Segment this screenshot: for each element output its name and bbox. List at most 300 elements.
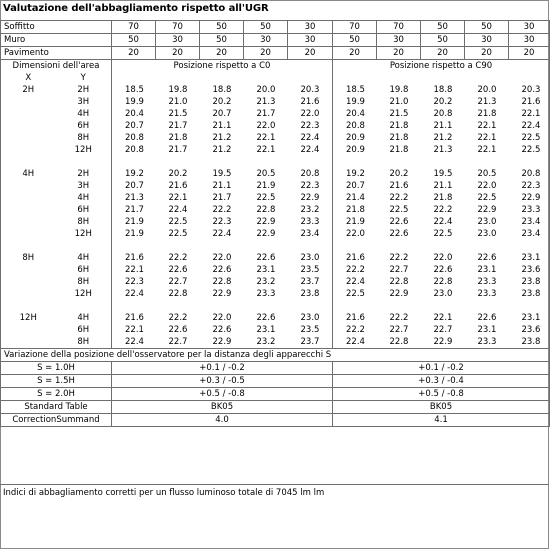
reflectance-value: 30 <box>288 34 333 47</box>
variation-c90: +0.5 / -0.8 <box>333 388 550 401</box>
ugr-value-c90: 22.7 <box>389 324 409 335</box>
ugr-value-c0: 22.6 <box>212 264 232 275</box>
ugr-value-c0: 21.2 <box>212 132 232 143</box>
ugr-value-c0: 21.6 <box>300 96 320 107</box>
ugr-value-c0: 22.5 <box>168 228 188 239</box>
ugr-value-c90: 21.3 <box>477 96 497 107</box>
room-x: 8H <box>1 252 56 264</box>
reflectance-row <box>1 34 550 47</box>
ugr-value-c0: 23.3 <box>256 288 276 299</box>
ugr-value-c90: 22.2 <box>333 264 377 276</box>
reflectance-value: 20 <box>509 47 550 60</box>
ugr-value-c0: 21.9 <box>112 228 156 240</box>
table-row <box>1 168 550 180</box>
ugr-value-c0: 22.3 <box>300 120 320 131</box>
ugr-value-c0: 22.0 <box>300 108 320 119</box>
ugr-value-c0: 22.1 <box>112 264 156 276</box>
reflectance-value: 20 <box>200 47 244 60</box>
ugr-value-c0: 21.7 <box>168 144 188 155</box>
table-row <box>1 96 550 108</box>
ugr-value-c0: 19.2 <box>112 168 156 180</box>
ugr-value-c0: 22.2 <box>168 312 188 323</box>
ugr-value-c90: 22.1 <box>477 144 497 155</box>
variation-c90: +0.3 / -0.4 <box>333 375 550 388</box>
ugr-value-c0: 20.8 <box>300 168 320 179</box>
ugr-value-c0: 22.0 <box>212 252 232 263</box>
table-row <box>1 180 550 192</box>
ugr-value-c0: 22.3 <box>112 276 156 288</box>
ugr-value-c0: 22.4 <box>212 228 232 239</box>
ugr-value-c0: 21.6 <box>168 180 188 191</box>
ugr-value-c90: 21.1 <box>433 120 453 131</box>
ugr-value-c90: 20.8 <box>509 168 550 180</box>
room-y: 3H <box>77 180 90 191</box>
ugr-value-c90: 22.2 <box>433 204 453 215</box>
ugr-value-c90: 21.6 <box>333 252 377 264</box>
ugr-value-c0: 20.7 <box>112 180 156 192</box>
spacing-label: S = 2.0H <box>1 388 112 401</box>
ugr-value-c90: 21.6 <box>509 96 550 108</box>
ugr-value-c90: 23.1 <box>509 312 550 324</box>
ugr-value-c90: 22.2 <box>389 312 409 323</box>
ugr-value-c0: 22.5 <box>168 216 188 227</box>
y-header: Y <box>80 72 86 83</box>
ugr-value-c90: 23.8 <box>509 276 550 288</box>
ugr-value-c90: 20.3 <box>509 84 550 96</box>
ugr-value-c90: 22.5 <box>333 288 377 300</box>
ugr-value-c0: 18.5 <box>112 84 156 96</box>
ugr-value-c0: 22.2 <box>212 204 232 215</box>
room-y: 12H <box>74 288 92 299</box>
ugr-value-c0: 22.9 <box>256 228 276 239</box>
reflectance-value: 50 <box>421 21 465 34</box>
ugr-value-c0: 21.8 <box>168 132 188 143</box>
ugr-value-c0: 21.6 <box>112 312 156 324</box>
ugr-value-c90: 21.4 <box>333 192 377 204</box>
ugr-value-c90: 22.6 <box>477 312 497 323</box>
ugr-value-c0: 22.6 <box>212 324 232 335</box>
room-dimensions-header: Dimensioni dell'area <box>1 60 112 73</box>
variation-title: Variazione della posizione dell'osservatore per la distanza degli apparecchi S <box>1 349 550 362</box>
ugr-value-c0: 23.3 <box>300 216 320 227</box>
ugr-value-c0: 22.8 <box>256 204 276 215</box>
reflectance-value: 30 <box>509 21 550 34</box>
ugr-value-c90: 22.6 <box>389 216 409 227</box>
ugr-value-c90: 20.2 <box>389 168 409 179</box>
variation-title-row <box>1 349 550 362</box>
ugr-value-c90: 22.6 <box>389 228 409 239</box>
reflectance-value: 20 <box>333 47 377 60</box>
ugr-value-c0: 23.2 <box>256 336 276 347</box>
ugr-value-c0: 22.9 <box>212 336 232 347</box>
c90-header: Posizione rispetto a C90 <box>333 60 550 73</box>
ugr-value-c0: 19.5 <box>212 168 232 179</box>
ugr-value-c90: 19.5 <box>433 168 453 179</box>
page-title: Valutazione dell'abbagliamento rispetto all'UGR <box>3 3 269 14</box>
ugr-value-c90: 20.2 <box>433 96 453 107</box>
footer-area <box>0 484 549 550</box>
ugr-value-c0: 20.0 <box>256 84 276 95</box>
c0-header: Posizione rispetto a C0 <box>112 60 333 73</box>
correction-row <box>1 414 550 427</box>
ugr-value-c90: 22.0 <box>433 252 453 263</box>
reflectance-value: 20 <box>288 47 333 60</box>
ugr-value-c90: 21.8 <box>477 108 497 119</box>
ugr-value-c90: 23.0 <box>477 228 497 239</box>
ugr-value-c0: 20.8 <box>112 132 156 144</box>
ugr-value-c90: 22.6 <box>433 264 453 275</box>
reflectance-value: 30 <box>288 21 333 34</box>
ugr-value-c0: 21.0 <box>168 96 188 107</box>
ugr-value-c0: 23.5 <box>300 264 320 275</box>
ugr-value-c90: 19.8 <box>389 84 409 95</box>
ugr-value-c90: 22.1 <box>477 132 497 143</box>
room-y: 6H <box>77 264 90 275</box>
ugr-value-c0: 22.4 <box>300 144 320 155</box>
room-y: 4H <box>77 192 90 203</box>
ugr-value-c90: 21.8 <box>389 120 409 131</box>
ugr-value-c90: 22.3 <box>509 180 550 192</box>
ugr-value-c0: 21.1 <box>212 180 232 191</box>
room-x: 2H <box>1 84 56 96</box>
room-y: 2H <box>77 168 90 179</box>
ugr-value-c90: 21.2 <box>433 132 453 143</box>
ugr-value-c0: 22.3 <box>212 216 232 227</box>
spacer-row <box>1 156 550 168</box>
reflectance-value: 30 <box>156 34 200 47</box>
reflectance-value: 20 <box>377 47 421 60</box>
room-x <box>1 276 56 288</box>
ugr-value-c90: 22.8 <box>389 336 409 347</box>
ugr-value-c90: 20.8 <box>433 108 453 119</box>
ugr-value-c90: 22.5 <box>509 144 550 156</box>
reflectance-value: 50 <box>112 34 156 47</box>
ugr-value-c90: 23.3 <box>477 276 497 287</box>
ugr-value-c0: 23.7 <box>300 276 320 287</box>
room-x <box>1 144 56 156</box>
room-x <box>1 120 56 132</box>
ugr-value-c90: 23.1 <box>477 324 497 335</box>
ugr-value-c90: 22.1 <box>509 108 550 120</box>
ugr-value-c90: 21.9 <box>333 216 377 228</box>
ugr-value-c0: 21.7 <box>112 204 156 216</box>
ugr-value-c90: 21.8 <box>433 192 453 203</box>
ugr-value-c0: 23.5 <box>300 324 320 335</box>
ugr-value-c90: 23.1 <box>477 264 497 275</box>
ugr-value-c90: 23.0 <box>433 288 453 299</box>
ugr-value-c0: 20.5 <box>256 168 276 179</box>
ugr-value-c0: 21.2 <box>212 144 232 155</box>
ugr-value-c90: 23.4 <box>509 216 550 228</box>
ugr-value-c90: 20.9 <box>333 144 377 156</box>
variation-c0: +0.3 / -0.5 <box>112 375 333 388</box>
table-row <box>1 252 550 264</box>
ugr-value-c90: 20.5 <box>477 168 497 179</box>
ugr-value-c90: 22.1 <box>477 120 497 131</box>
reflectance-value: 70 <box>377 21 421 34</box>
ugr-value-c0: 22.1 <box>256 144 276 155</box>
ugr-value-c0: 22.9 <box>256 216 276 227</box>
ugr-value-c90: 22.5 <box>477 192 497 203</box>
ugr-value-c0: 23.1 <box>256 324 276 335</box>
ugr-value-c0: 22.4 <box>168 204 188 215</box>
reflectance-label: Muro <box>1 34 112 47</box>
reflectance-row <box>1 47 550 60</box>
ugr-value-c90: 23.0 <box>477 216 497 227</box>
room-y: 8H <box>77 132 90 143</box>
room-y: 8H <box>77 276 90 287</box>
ugr-value-c90: 22.2 <box>389 192 409 203</box>
reflectance-value: 30 <box>465 34 509 47</box>
room-x <box>1 216 56 228</box>
ugr-value-c0: 23.8 <box>300 288 320 299</box>
ugr-value-c90: 22.0 <box>333 228 377 240</box>
correction-c0: 4.0 <box>112 414 333 427</box>
ugr-value-c0: 22.7 <box>168 276 188 287</box>
room-x: 12H <box>1 312 56 324</box>
spacer-row <box>1 300 550 312</box>
ugr-value-c0: 22.3 <box>300 180 320 191</box>
ugr-value-c90: 21.8 <box>333 204 377 216</box>
ugr-value-c90: 22.5 <box>389 204 409 215</box>
table-row <box>1 132 550 144</box>
ugr-value-c90: 22.8 <box>433 276 453 287</box>
ugr-value-c90: 18.5 <box>333 84 377 96</box>
ugr-value-c90: 21.5 <box>389 108 409 119</box>
room-x <box>1 336 56 349</box>
reflectance-value: 50 <box>244 21 288 34</box>
ugr-value-c90: 22.9 <box>509 192 550 204</box>
room-x <box>1 324 56 336</box>
ugr-value-c0: 21.9 <box>112 216 156 228</box>
reflectance-value: 70 <box>156 21 200 34</box>
ugr-value-c0: 22.1 <box>256 132 276 143</box>
standard-table-row <box>1 401 550 414</box>
table-row <box>1 144 550 156</box>
ugr-value-c0: 22.4 <box>300 132 320 143</box>
ugr-value-c0: 20.3 <box>300 84 320 95</box>
table-row <box>1 84 550 96</box>
ugr-value-c90: 22.7 <box>433 324 453 335</box>
table-row <box>1 204 550 216</box>
ugr-value-c90: 21.8 <box>389 132 409 143</box>
variation-c90: +0.1 / -0.2 <box>333 362 550 375</box>
ugr-value-c0: 22.0 <box>256 120 276 131</box>
ugr-value-c90: 22.9 <box>477 204 497 215</box>
ugr-value-c0: 22.4 <box>112 288 156 300</box>
ugr-value-c0: 23.0 <box>300 252 320 263</box>
room-y: 6H <box>77 324 90 335</box>
standard_table-c90: BK05 <box>333 401 550 414</box>
variation-c0: +0.1 / -0.2 <box>112 362 333 375</box>
x-header: X <box>1 72 56 84</box>
reflectance-value: 20 <box>156 47 200 60</box>
ugr-value-c0: 22.6 <box>256 312 276 323</box>
ugr-value-c90: 22.8 <box>389 276 409 287</box>
table-row <box>1 276 550 288</box>
ugr-value-c0: 21.9 <box>256 180 276 191</box>
ugr-value-c90: 20.8 <box>333 120 377 132</box>
ugr-value-c90: 21.6 <box>333 312 377 324</box>
table-row <box>1 120 550 132</box>
ugr-value-c0: 22.5 <box>256 192 276 203</box>
ugr-value-c0: 19.9 <box>112 96 156 108</box>
reflectance-value: 30 <box>509 34 550 47</box>
reflectance-value: 20 <box>244 47 288 60</box>
ugr-value-c0: 22.4 <box>112 336 156 349</box>
ugr-value-c0: 20.7 <box>112 120 156 132</box>
ugr-value-c0: 23.2 <box>300 204 320 215</box>
ugr-value-c90: 22.0 <box>477 180 497 191</box>
correction-c90: 4.1 <box>333 414 550 427</box>
room-x <box>1 192 56 204</box>
ugr-value-c0: 23.4 <box>300 228 320 239</box>
footer-note: Indici di abbagliamento corretti per un flusso luminoso totale di 7045 lm lm <box>3 488 325 498</box>
ugr-value-c0: 20.2 <box>212 96 232 107</box>
room-y: 8H <box>77 216 90 227</box>
xy-header-row <box>1 72 550 84</box>
ugr-value-c0: 23.1 <box>256 264 276 275</box>
table-row <box>1 312 550 324</box>
table-row <box>1 264 550 276</box>
ugr-value-c0: 21.6 <box>112 252 156 264</box>
ugr-value-c90: 23.4 <box>509 228 550 240</box>
ugr-value-c90: 21.8 <box>389 144 409 155</box>
reflectance-value: 50 <box>421 34 465 47</box>
reflectance-value: 30 <box>377 34 421 47</box>
ugr-value-c0: 22.1 <box>168 192 188 203</box>
ugr-value-c0: 20.7 <box>212 108 232 119</box>
room-x <box>1 228 56 240</box>
ugr-value-c90: 21.1 <box>433 180 453 191</box>
standard_table-label: Standard Table <box>1 401 112 414</box>
room-x <box>1 108 56 120</box>
ugr-value-c0: 19.8 <box>168 84 188 95</box>
table-row <box>1 108 550 120</box>
correction-label: CorrectionSummand <box>1 414 112 427</box>
ugr-value-c0: 21.1 <box>212 120 232 131</box>
ugr-value-c90: 23.3 <box>477 288 497 299</box>
ugr-value-c0: 22.6 <box>168 324 188 335</box>
ugr-value-c0: 20.2 <box>168 168 188 179</box>
ugr-value-c0: 22.6 <box>256 252 276 263</box>
ugr-value-c90: 22.4 <box>433 216 453 227</box>
header-row <box>1 60 550 73</box>
ugr-value-c0: 22.2 <box>168 252 188 263</box>
room-y: 4H <box>77 252 90 263</box>
reflectance-value: 30 <box>244 34 288 47</box>
ugr-value-c0: 22.7 <box>168 336 188 347</box>
spacer-row <box>1 240 550 252</box>
ugr-value-c0: 22.9 <box>212 288 232 299</box>
ugr-value-c90: 22.6 <box>477 252 497 263</box>
spacing-label: S = 1.0H <box>1 362 112 375</box>
ugr-value-c90: 18.8 <box>433 84 453 95</box>
ugr-value-c0: 18.8 <box>212 84 232 95</box>
ugr-value-c0: 22.1 <box>112 324 156 336</box>
variation-row <box>1 375 550 388</box>
variation-row <box>1 362 550 375</box>
ugr-value-c0: 21.7 <box>168 120 188 131</box>
room-x <box>1 264 56 276</box>
variation-c0: +0.5 / -0.8 <box>112 388 333 401</box>
ugr-value-c90: 22.5 <box>433 228 453 239</box>
ugr-value-c90: 22.5 <box>509 132 550 144</box>
ugr-value-c90: 20.4 <box>333 108 377 120</box>
room-y: 12H <box>74 144 92 155</box>
ugr-value-c90: 22.7 <box>389 264 409 275</box>
room-y: 6H <box>77 204 90 215</box>
ugr-value-c90: 22.4 <box>333 336 377 349</box>
ugr-value-c90: 23.1 <box>509 252 550 264</box>
standard_table-c0: BK05 <box>112 401 333 414</box>
reflectance-value: 50 <box>200 34 244 47</box>
room-y: 4H <box>77 312 90 323</box>
ugr-value-c90: 19.9 <box>333 96 377 108</box>
reflectance-value: 50 <box>200 21 244 34</box>
ugr-value-c90: 23.6 <box>509 264 550 276</box>
reflectance-label: Soffitto <box>1 21 112 34</box>
reflectance-value: 70 <box>112 21 156 34</box>
ugr-value-c90: 21.0 <box>389 96 409 107</box>
ugr-value-c90: 22.4 <box>509 120 550 132</box>
reflectance-row <box>1 21 550 34</box>
reflectance-value: 20 <box>421 47 465 60</box>
ugr-value-c90: 20.7 <box>333 180 377 192</box>
reflectance-value: 20 <box>465 47 509 60</box>
reflectance-label: Pavimento <box>1 47 112 60</box>
table-row <box>1 288 550 300</box>
ugr-value-c90: 23.8 <box>509 336 550 349</box>
ugr-value-c0: 22.8 <box>212 276 232 287</box>
room-y: 3H <box>77 96 90 107</box>
ugr-table <box>0 20 550 427</box>
room-x <box>1 96 56 108</box>
ugr-value-c90: 21.6 <box>389 180 409 191</box>
ugr-value-c90: 21.3 <box>433 144 453 155</box>
ugr-value-c0: 23.7 <box>300 336 320 347</box>
ugr-value-c90: 22.1 <box>433 312 453 323</box>
reflectance-value: 50 <box>465 21 509 34</box>
room-y: 6H <box>77 120 90 131</box>
ugr-value-c0: 21.3 <box>112 192 156 204</box>
ugr-value-c90: 19.2 <box>333 168 377 180</box>
ugr-value-c0: 20.4 <box>112 108 156 120</box>
ugr-value-c0: 23.0 <box>300 312 320 323</box>
ugr-value-c90: 22.9 <box>433 336 453 347</box>
ugr-value-c0: 22.8 <box>168 288 188 299</box>
ugr-value-c90: 22.9 <box>389 288 409 299</box>
ugr-value-c0: 23.2 <box>256 276 276 287</box>
ugr-value-c90: 20.0 <box>477 84 497 95</box>
ugr-value-c0: 22.6 <box>168 264 188 275</box>
room-y: 8H <box>77 336 90 347</box>
room-x: 4H <box>1 168 56 180</box>
ugr-value-c90: 23.3 <box>509 204 550 216</box>
table-row <box>1 192 550 204</box>
room-x <box>1 288 56 300</box>
table-row <box>1 324 550 336</box>
ugr-value-c0: 21.7 <box>256 108 276 119</box>
table-row <box>1 336 550 349</box>
room-x <box>1 132 56 144</box>
reflectance-value: 20 <box>112 47 156 60</box>
ugr-value-c0: 21.7 <box>212 192 232 203</box>
ugr-value-c90: 23.6 <box>509 324 550 336</box>
ugr-value-c90: 22.4 <box>333 276 377 288</box>
ugr-value-c0: 22.0 <box>212 312 232 323</box>
ugr-value-c0: 21.5 <box>168 108 188 119</box>
